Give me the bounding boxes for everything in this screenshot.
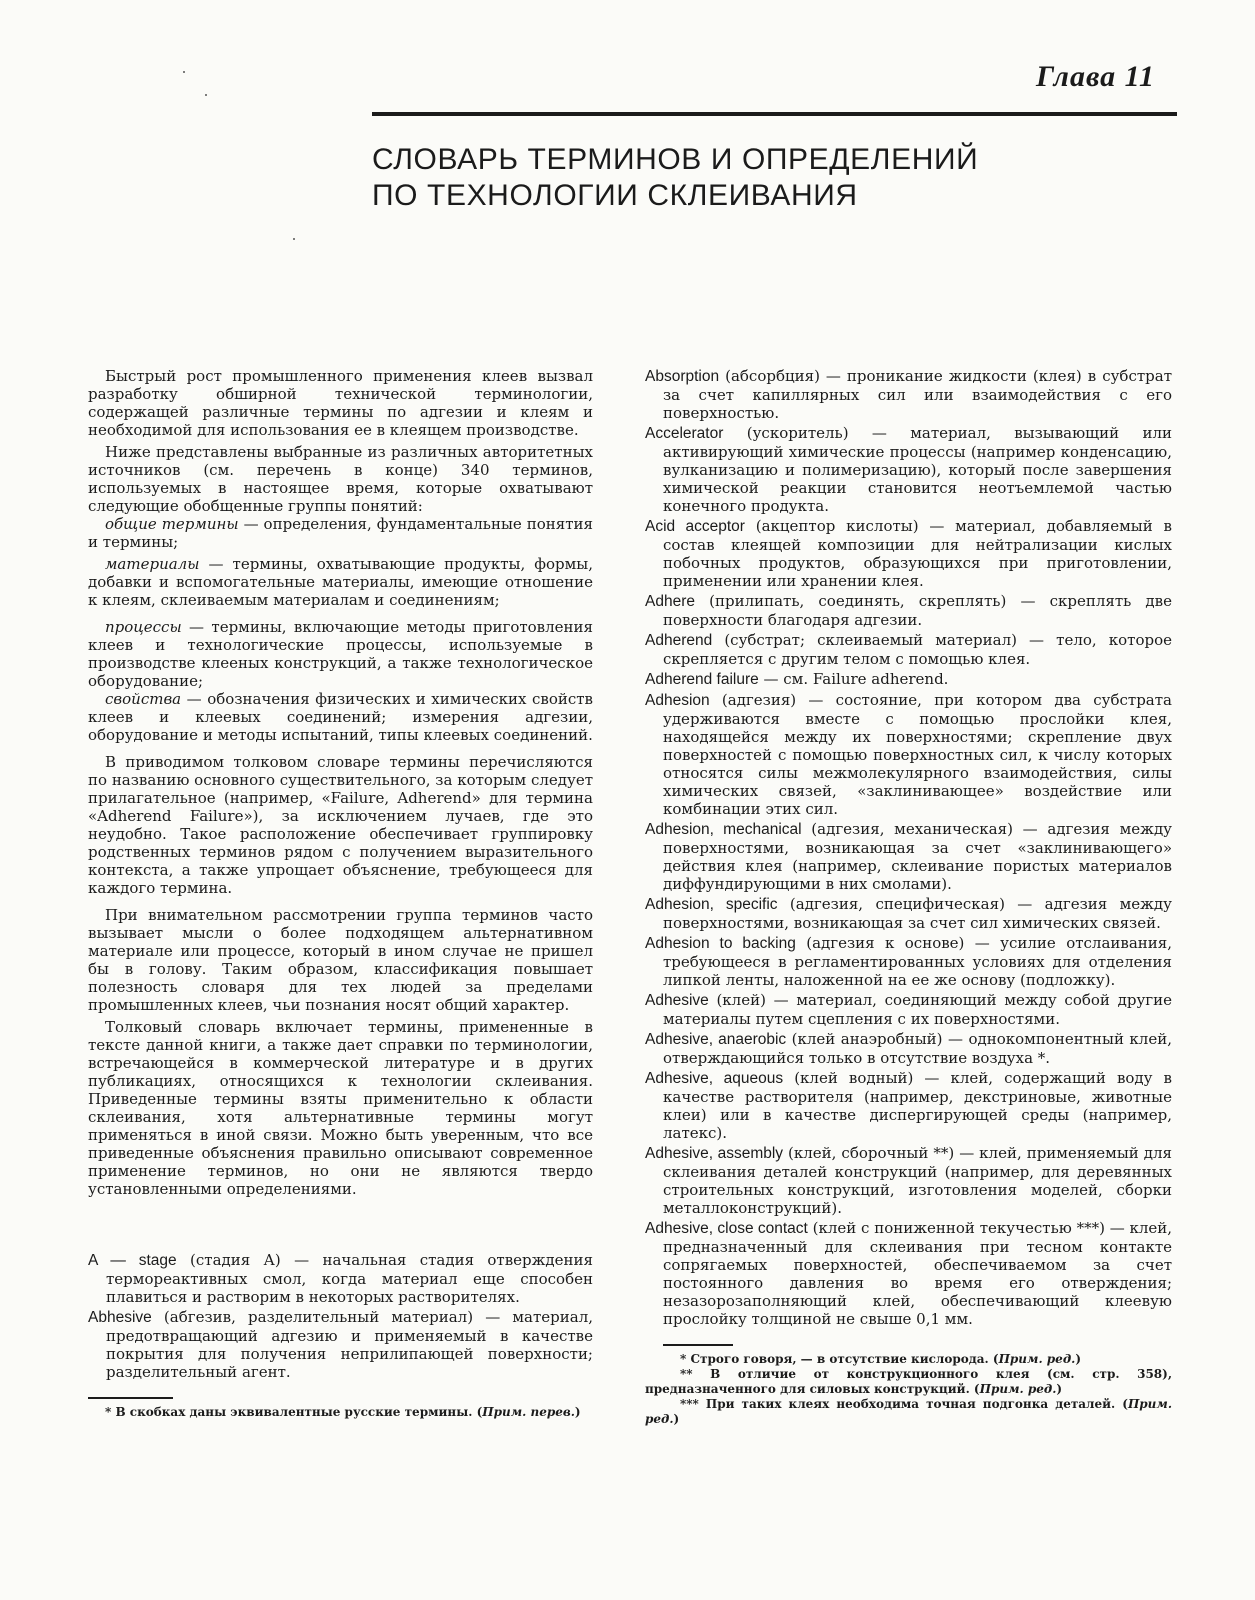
glossary-definition: (прилипать, соединять, скреплять) — скреплять две поверхности благодаря адгезии. bbox=[663, 592, 1172, 629]
glossary-term: Adherend bbox=[645, 632, 713, 649]
glossary-term: Adhesion to backing bbox=[645, 935, 796, 952]
speck bbox=[183, 71, 185, 73]
footnote: * Строго говоря, — в отсутствие кислорода. (Прим. ред.) bbox=[680, 1352, 1082, 1366]
speck bbox=[293, 238, 295, 240]
glossary-term: Adhesive, aqueous bbox=[645, 1070, 784, 1087]
glossary-entry bbox=[645, 1069, 1172, 1142]
category-name: материалы bbox=[105, 555, 200, 573]
glossary-definition: (стадия А) — начальная стадия отверждения термореактивных смол, когда материал еще способен плавиться и растворим в некоторых растворителях. bbox=[106, 1251, 593, 1306]
glossary-term: Adhesive, anaerobic bbox=[645, 1031, 787, 1048]
glossary-entry bbox=[645, 1144, 1172, 1217]
glossary-term: Adhesion bbox=[645, 692, 710, 709]
glossary-term: Adherend failure bbox=[645, 671, 759, 688]
glossary-term: Acid acceptor bbox=[645, 518, 745, 535]
glossary-term: Adhesive, close contact bbox=[645, 1220, 808, 1237]
category-general bbox=[88, 515, 593, 551]
intro-paragraph-4: При внимательном рассмотрении группа терминов часто вызывает мысли о более подходящем альтернативном материале или процессе, который в ином случае не пришел бы в голову. Таким образом, классификация повышает полезность словаря для тех людей за пределами промышленных клеев, чьи познания носят общий характер. bbox=[88, 906, 593, 1014]
glossary-entry bbox=[645, 424, 1172, 515]
glossary-definition: (субстрат; склеиваемый материал) — тело, которое скрепляется с другим телом с помощью клея. bbox=[663, 631, 1172, 668]
glossary-entry bbox=[645, 517, 1172, 590]
footnote: *** При таких клеях необходима точная подгонка деталей. (Прим. ред.) bbox=[645, 1397, 1172, 1426]
footnote: * В скобках даны эквивалентные русские термины. (Прим. перев.) bbox=[105, 1405, 581, 1419]
glossary-definition: (клей водный) — клей, содержащий воду в качестве растворителя (например, декстриновые, животные клеи) или в качестве диспергирующей среды (например, латекс). bbox=[663, 1069, 1172, 1142]
glossary-entry bbox=[645, 934, 1172, 989]
footnote-rule bbox=[663, 1344, 733, 1346]
header-rule bbox=[372, 112, 1177, 116]
title-line-1: СЛОВАРЬ ТЕРМИНОВ И ОПРЕДЕЛЕНИЙ bbox=[372, 143, 979, 176]
category-materials bbox=[88, 555, 593, 609]
glossary-term: Adhesion, specific bbox=[645, 896, 778, 913]
glossary-entry bbox=[645, 691, 1172, 818]
glossary-definition: (клей с пониженной текучестью ***) — клей, предназначенный для склеивания при тесном контакте сопрягаемых поверхностей, обеспечиваемом за счет постоянного давления во время его отверждения; незазорозаполняющий клей, обеспечивающий клеевую прослойку толщиной не свыше 0,1 мм. bbox=[663, 1219, 1173, 1328]
glossary-term: Adhesion, mechanical bbox=[645, 821, 802, 838]
intro-paragraph-2: Ниже представлены выбранные из различных авторитетных источников (см. перечень в конце) 340 терминов, используемых в настоящее время, которые охватывают следующие обобщенные группы понятий: bbox=[88, 443, 593, 515]
glossary-term: Adhesive, assembly bbox=[645, 1145, 784, 1162]
glossary-entry bbox=[645, 367, 1172, 422]
glossary-entry bbox=[645, 1219, 1172, 1328]
category-text: — термины, включающие методы приготовления клеев и технологические процессы, используемые в производстве клееных конструкций, а также технологическое оборудование; bbox=[88, 618, 593, 690]
intro-paragraph-1: Быстрый рост промышленного применения клеев вызвал разработку обширной технической терминологии, содержащей различные термины по адгезии и клеям и необходимой для использования ее в клеящем производстве. bbox=[88, 367, 593, 439]
glossary-term: Abhesive bbox=[88, 1309, 152, 1326]
glossary-entry bbox=[88, 1251, 593, 1306]
glossary-entry bbox=[88, 1308, 593, 1381]
glossary-entries-left bbox=[88, 1251, 593, 1381]
category-text: — обозначения физических и химических свойств клеев и клеевых соединений; измерения адгезии, оборудование и методы испытаний, типы клеевых соединений. bbox=[88, 690, 593, 744]
category-name: процессы bbox=[105, 618, 182, 636]
glossary-term: Adhesive bbox=[645, 992, 709, 1009]
category-name: общие термины bbox=[105, 515, 239, 533]
glossary-entry bbox=[645, 1030, 1172, 1067]
page-title bbox=[372, 142, 1132, 214]
glossary-entry bbox=[645, 670, 1172, 689]
glossary-definition: (ускоритель) — материал, вызывающий или активирующий химические процессы (например конденсацию, вулканизацию и полимеризацию), который после завершения химической реакции становится неотъемлемой частью конечного продукта. bbox=[663, 424, 1172, 515]
glossary-entry bbox=[645, 820, 1172, 893]
glossary-entry bbox=[645, 631, 1172, 668]
glossary-term: A — stage bbox=[88, 1252, 177, 1269]
footnote-rule bbox=[88, 1397, 173, 1399]
glossary-definition: (адгезия, механическая) — адгезия между поверхностями, возникающая за счет «заклинивающего» действия клея (например, склеивание пористых материалов диффундирующими в них смолами). bbox=[663, 820, 1173, 893]
glossary-definition: (адгезия, специфическая) — адгезия между поверхностями, возникающая за счет сил химических связей. bbox=[663, 895, 1172, 932]
category-name: свойства bbox=[105, 690, 182, 708]
glossary-entry bbox=[645, 895, 1172, 932]
chapter-label: Глава 11 bbox=[1036, 60, 1155, 93]
glossary-term: Adhere bbox=[645, 593, 695, 610]
glossary-definition: (акцептор кислоты) — материал, добавляемый в состав клеящей композиции для нейтрализации кислых побочных продуктов, образующихся при приготовлении, применении или хранении клея. bbox=[663, 517, 1172, 590]
glossary-definition: (адгезия к основе) — усилие отслаивания, требующееся в регламентированных условиях для отделения липкой ленты, наложенной на ее же основу (подложку). bbox=[663, 934, 1173, 989]
speck bbox=[205, 94, 207, 96]
footnote: ** В отличие от конструкционного клея (см. стр. 358), предназначенного для силовых конструкций. (Прим. ред.) bbox=[645, 1367, 1172, 1396]
glossary-definition: (клей анаэробный) — однокомпонентный клей, отверждающийся только в отсутствие воздуха *. bbox=[663, 1030, 1172, 1067]
right-column bbox=[645, 367, 1172, 1427]
glossary-definition: (абсорбция) — проникание жидкости (клея) в субстрат за счет капиллярных сил или взаимодействия с его поверхностью. bbox=[663, 367, 1172, 422]
category-processes bbox=[88, 618, 593, 690]
left-column bbox=[88, 367, 593, 1424]
glossary-definition: (клей) — материал, соединяющий между собой другие материалы путем сцепления с их поверхностями. bbox=[663, 991, 1172, 1028]
title-line-2: ПО ТЕХНОЛОГИИ СКЛЕИВАНИЯ bbox=[372, 179, 858, 212]
glossary-term: Accelerator bbox=[645, 425, 724, 442]
category-text: — определения, фундаментальные понятия и термины; bbox=[88, 515, 594, 551]
glossary-definition: (адгезия) — состояние, при котором два субстрата удерживаются вместе с помощью прослойки клея, находящейся между их поверхностями; скрепление двух поверхностей с помощью поверхностных сил, к числу которых относятся силы межмолекулярного взаимодействия, силы химических связей, «заклинивающее» воздействие или комбинации этих сил. bbox=[663, 691, 1172, 818]
category-text: — термины, охватывающие продукты, формы, добавки и вспомогательные материалы, имеющие отношение к клеям, склеиваемым материалам и соединениям; bbox=[88, 555, 593, 609]
glossary-definition: (клей, сборочный **) — клей, применяемый для склеивания деталей конструкций (например, для деревянных строительных конструкций, изготовления моделей, сборки металлоконструкций). bbox=[663, 1144, 1172, 1217]
glossary-entry bbox=[645, 991, 1172, 1028]
intro-paragraph-5: Толковый словарь включает термины, примененные в тексте данной книги, а также дает справки по терминологии, встречающейся в коммерческой литературе и в других публикациях, относящихся к технологии склеивания. Приведенные термины взяты применительно к области склеивания, хотя альтернативные термины могут применяться в иной связи. Можно быть уверенным, что все приведенные объяснения правильно описывают современное применение терминов, но они не являются твердо установленными определениями. bbox=[88, 1018, 593, 1198]
category-properties bbox=[88, 690, 593, 744]
glossary-definition: (абгезив, разделительный материал) — материал, предотвращающий адгезию и применяемый в качестве покрытия для получения неприлипающей поверхности; разделительный агент. bbox=[106, 1308, 593, 1381]
glossary-term: Absorption bbox=[645, 368, 720, 385]
intro-paragraph-3: В приводимом толковом словаре термины перечисляются по названию основного существительного, за которым следует прилагательное (например, «Failure, Adherend» для термина «Adherend Failure»), за исключением лучаев, где это неудобно. Такое расположение обеспечивает группировку родственных терминов рядом с получением выразительного контекста, а также упрощает объяснение, требующееся для каждого термина. bbox=[88, 753, 593, 897]
glossary-entry bbox=[645, 592, 1172, 629]
glossary-definition: — см. Failure adherend. bbox=[758, 670, 949, 688]
